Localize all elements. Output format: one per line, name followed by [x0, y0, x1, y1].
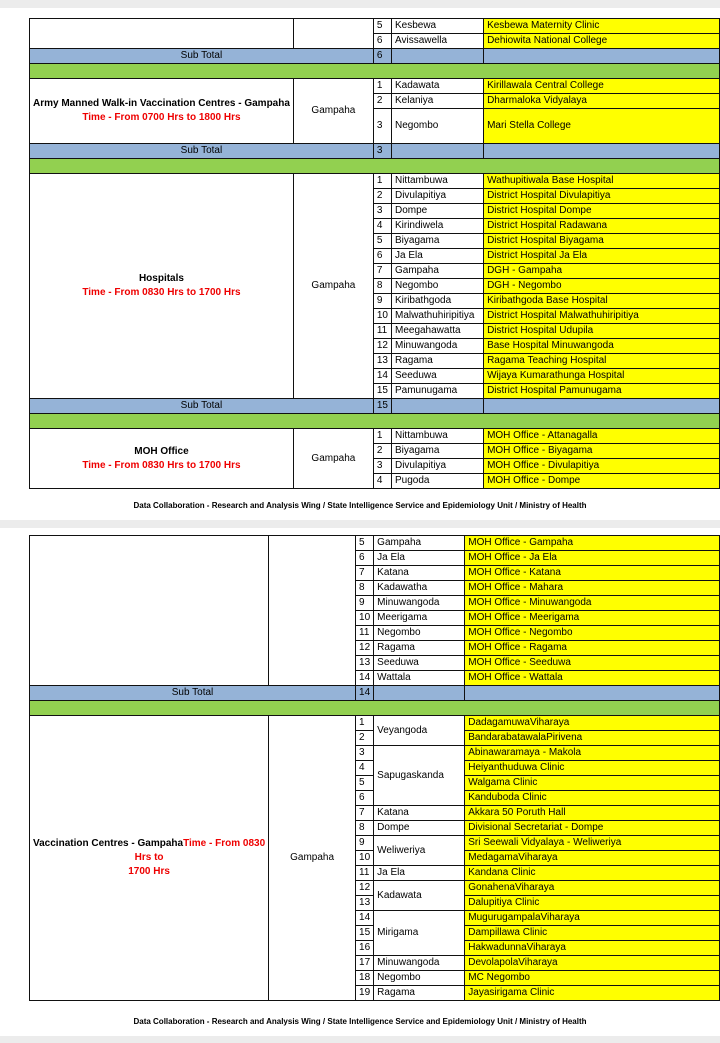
area-cell: Weliweriya	[374, 836, 465, 866]
district-cell: Gampaha	[293, 429, 373, 489]
area-cell: Sapugaskanda	[374, 746, 465, 806]
row-number: 5	[373, 19, 391, 34]
centre-cell: MOH Office - Meerigama	[465, 611, 720, 626]
centre-cell: DGH - Gampaha	[484, 264, 720, 279]
row-number: 14	[356, 911, 374, 926]
area-cell: Negombo	[374, 971, 465, 986]
row-number: 10	[356, 611, 374, 626]
centre-cell: Dehiowita National College	[484, 34, 720, 49]
area-cell: Biyagama	[391, 444, 483, 459]
centre-cell: Base Hospital Minuwangoda	[484, 339, 720, 354]
centre-cell: MC Negombo	[465, 971, 720, 986]
subtotal-value: 3	[373, 144, 391, 159]
table-row	[30, 174, 720, 189]
area-cell: Pamunugama	[391, 384, 483, 399]
centre-cell: MOH Office - Ragama	[465, 641, 720, 656]
centre-cell: MOH Office - Negombo	[465, 626, 720, 641]
row-number: 15	[356, 926, 374, 941]
row-number: 8	[356, 821, 374, 836]
area-cell: Kirindiwela	[391, 219, 483, 234]
row-number: 12	[373, 339, 391, 354]
area-cell: Negombo	[391, 279, 483, 294]
row-number: 13	[356, 656, 374, 671]
area-cell: Malwathuhiripitiya	[391, 309, 483, 324]
row-number: 6	[356, 551, 374, 566]
document-page-2	[0, 528, 720, 1036]
row-number: 3	[373, 204, 391, 219]
centre-cell: Mari Stella College	[484, 109, 720, 144]
row-number: 1	[373, 174, 391, 189]
category-time: Time - From 0830 Hrs to 1700 Hrs	[82, 459, 241, 471]
district-cell	[269, 536, 356, 686]
area-cell: Mirigama	[374, 911, 465, 956]
area-cell: Nittambuwa	[391, 429, 483, 444]
row-number: 9	[373, 294, 391, 309]
centre-cell: Walgama Clinic	[465, 776, 720, 791]
centre-cell: District Hospital Biyagama	[484, 234, 720, 249]
centre-cell: HakwadunnaViharaya	[465, 941, 720, 956]
category-time: Time - From 0830 Hrs to 1700 Hrs	[82, 287, 241, 298]
army-category-cell	[30, 79, 294, 144]
row-number: 14	[356, 671, 374, 686]
area-cell: Ragama	[374, 641, 465, 656]
category-time: Time - From 0700 Hrs to 1800 Hrs	[82, 112, 241, 123]
area-cell: Meegahawatta	[391, 324, 483, 339]
area-cell: Kadawata	[391, 79, 483, 94]
row-number: 1	[356, 716, 374, 731]
area-cell: Minuwangoda	[391, 339, 483, 354]
centre-cell: MOH Office - Wattala	[465, 671, 720, 686]
area-cell: Divulapitiya	[391, 459, 483, 474]
row-number: 2	[373, 94, 391, 109]
centre-cell: BandarabatawalaPirivena	[465, 731, 720, 746]
vaccination-centres-table-part-1	[29, 18, 720, 489]
row-number: 6	[356, 791, 374, 806]
centre-cell: MOH Office - Biyagama	[484, 444, 720, 459]
row-number: 16	[356, 941, 374, 956]
subtotal-value: 15	[373, 399, 391, 414]
subtotal-row	[30, 49, 720, 64]
area-cell: Avissawella	[391, 34, 483, 49]
row-number: 13	[356, 896, 374, 911]
centre-cell: Wijaya Kumarathunga Hospital	[484, 369, 720, 384]
centre-cell: MOH Office - Gampaha	[465, 536, 720, 551]
area-cell: Kesbewa	[391, 19, 483, 34]
row-number: 4	[373, 474, 391, 489]
row-number: 6	[373, 249, 391, 264]
separator-row	[30, 701, 720, 716]
centre-cell: MOH Office - Seeduwa	[465, 656, 720, 671]
row-number: 10	[356, 851, 374, 866]
district-cell: Gampaha	[293, 79, 373, 144]
area-cell: Negombo	[391, 109, 483, 144]
centre-cell: District Hospital Dompe	[484, 204, 720, 219]
area-cell: Gampaha	[391, 264, 483, 279]
centre-cell: Dharmaloka Vidyalaya	[484, 94, 720, 109]
category-title: Army Manned Walk-in Vaccination Centres - Gampaha	[33, 98, 290, 109]
centre-cell: District Hospital Udupila	[484, 324, 720, 339]
area-cell: Seeduwa	[374, 656, 465, 671]
area-cell: Pugoda	[391, 474, 483, 489]
row-number: 2	[373, 189, 391, 204]
area-cell: Ja Ela	[391, 249, 483, 264]
category-cell	[30, 536, 269, 686]
centre-cell: MOH Office - Attanagalla	[484, 429, 720, 444]
centre-cell: DevolapolaViharaya	[465, 956, 720, 971]
area-cell: Katana	[374, 806, 465, 821]
centre-cell: MOH Office - Mahara	[465, 581, 720, 596]
area-cell: Ja Ela	[374, 551, 465, 566]
row-number: 4	[356, 761, 374, 776]
row-number: 7	[356, 566, 374, 581]
district-cell	[293, 19, 373, 49]
subtotal-value: 14	[356, 686, 374, 701]
separator-row	[30, 159, 720, 174]
subtotal-label: Sub Total	[30, 686, 356, 701]
row-number: 2	[356, 731, 374, 746]
row-number: 11	[356, 866, 374, 881]
area-cell: Ragama	[391, 354, 483, 369]
area-cell: Ragama	[374, 986, 465, 1001]
vaccination-centres-category-cell	[30, 716, 269, 1001]
row-number: 5	[356, 776, 374, 791]
centre-cell: Kanduboda Clinic	[465, 791, 720, 806]
centre-cell: GonahenaViharaya	[465, 881, 720, 896]
category-time-part-2: Hrs to	[134, 852, 164, 863]
area-cell: Minuwangoda	[374, 596, 465, 611]
centre-cell: Ragama Teaching Hospital	[484, 354, 720, 369]
centre-cell: District Hospital Pamunugama	[484, 384, 720, 399]
centre-cell: Divisional Secretariat - Dompe	[465, 821, 720, 836]
area-cell: Katana	[374, 566, 465, 581]
centre-cell: District Hospital Malwathuhiripitiya	[484, 309, 720, 324]
document-page-1	[0, 8, 720, 520]
area-cell: Gampaha	[374, 536, 465, 551]
area-cell: Kelaniya	[391, 94, 483, 109]
centre-cell: MedagamaViharaya	[465, 851, 720, 866]
row-number: 5	[356, 536, 374, 551]
district-cell: Gampaha	[269, 716, 356, 1001]
category-title: MOH Office	[134, 445, 189, 457]
row-number: 8	[373, 279, 391, 294]
centre-cell: Akkara 50 Poruth Hall	[465, 806, 720, 821]
row-number: 15	[373, 384, 391, 399]
row-number: 19	[356, 986, 374, 1001]
area-cell: Veyangoda	[374, 716, 465, 746]
area-cell: Meerigama	[374, 611, 465, 626]
subtotal-row	[30, 399, 720, 414]
centre-cell: Wathupitiwala Base Hospital	[484, 174, 720, 189]
row-number: 14	[373, 369, 391, 384]
row-number: 6	[373, 34, 391, 49]
row-number: 3	[356, 746, 374, 761]
centre-cell: Kirillawala Central College	[484, 79, 720, 94]
subtotal-label: Sub Total	[30, 144, 374, 159]
area-cell: Kadawatha	[374, 581, 465, 596]
centre-cell: Kandana Clinic	[465, 866, 720, 881]
centre-cell: District Hospital Ja Ela	[484, 249, 720, 264]
row-number: 7	[356, 806, 374, 821]
footer-note: Data Collaboration - Research and Analysis Wing / State Intelligence Service and Epidemiology Unit / Ministry of Health	[133, 1017, 587, 1026]
area-cell: Seeduwa	[391, 369, 483, 384]
area-cell: Nittambuwa	[391, 174, 483, 189]
separator-row	[30, 414, 720, 429]
centre-cell: MOH Office - Dompe	[484, 474, 720, 489]
row-number: 4	[373, 219, 391, 234]
centre-cell: MOH Office - Divulapitiya	[484, 459, 720, 474]
centre-cell: Abinawaramaya - Makola	[465, 746, 720, 761]
row-number: 8	[356, 581, 374, 596]
centre-cell: District Hospital Radawana	[484, 219, 720, 234]
row-number: 3	[373, 459, 391, 474]
area-cell: Dompe	[374, 821, 465, 836]
area-cell: Kiribathgoda	[391, 294, 483, 309]
row-number: 11	[373, 324, 391, 339]
area-cell: Kadawata	[374, 881, 465, 911]
row-number: 11	[356, 626, 374, 641]
centre-cell: MOH Office - Minuwangoda	[465, 596, 720, 611]
separator-row	[30, 64, 720, 79]
centre-cell: Jayasirigama Clinic	[465, 986, 720, 1001]
hospitals-category-cell	[30, 174, 294, 399]
subtotal-row	[30, 686, 720, 701]
area-cell: Biyagama	[391, 234, 483, 249]
area-cell: Ja Ela	[374, 866, 465, 881]
subtotal-row	[30, 144, 720, 159]
centre-cell: MOH Office - Katana	[465, 566, 720, 581]
centre-cell: Dampillawa Clinic	[465, 926, 720, 941]
table-row	[30, 19, 720, 34]
centre-cell: DadagamuwaViharaya	[465, 716, 720, 731]
centre-cell: Kiribathgoda Base Hospital	[484, 294, 720, 309]
row-number: 2	[373, 444, 391, 459]
centre-cell: MOH Office - Ja Ela	[465, 551, 720, 566]
row-number: 9	[356, 596, 374, 611]
centre-cell: Heiyanthuduwa Clinic	[465, 761, 720, 776]
category-cell	[30, 19, 294, 49]
category-title: Vaccination Centres - Gampaha	[33, 838, 184, 849]
area-cell: Negombo	[374, 626, 465, 641]
row-number: 17	[356, 956, 374, 971]
category-title: Hospitals	[138, 273, 184, 284]
area-cell: Divulapitiya	[391, 189, 483, 204]
row-number: 12	[356, 641, 374, 656]
category-time-part-1: Time - From 0830	[183, 838, 266, 849]
moh-category-cell	[30, 429, 294, 489]
table-row	[30, 429, 720, 444]
area-cell: Minuwangoda	[374, 956, 465, 971]
centre-cell: DGH - Negombo	[484, 279, 720, 294]
row-number: 18	[356, 971, 374, 986]
row-number: 9	[356, 836, 374, 851]
district-cell: Gampaha	[293, 174, 373, 399]
subtotal-value: 6	[373, 49, 391, 64]
table-row	[30, 79, 720, 94]
centre-cell: Kesbewa Maternity Clinic	[484, 19, 720, 34]
row-number: 12	[356, 881, 374, 896]
area-cell: Dompe	[391, 204, 483, 219]
centre-cell: District Hospital Divulapitiya	[484, 189, 720, 204]
row-number: 3	[373, 109, 391, 144]
centre-cell: MugurugampalaViharaya	[465, 911, 720, 926]
centre-cell: Sri Seewali Vidyalaya - Weliweriya	[465, 836, 720, 851]
subtotal-label: Sub Total	[30, 399, 374, 414]
row-number: 10	[373, 309, 391, 324]
table-row	[30, 536, 720, 551]
subtotal-label: Sub Total	[30, 49, 374, 64]
centre-cell: Dalupitiya Clinic	[465, 896, 720, 911]
row-number: 13	[373, 354, 391, 369]
row-number: 1	[373, 429, 391, 444]
row-number: 1	[373, 79, 391, 94]
vaccination-centres-table-part-2	[29, 535, 720, 1001]
category-time-part-3: 1700 Hrs	[128, 866, 170, 877]
area-cell: Wattala	[374, 671, 465, 686]
table-row	[30, 716, 720, 731]
row-number: 5	[373, 234, 391, 249]
footer-note: Data Collaboration - Research and Analysis Wing / State Intelligence Service and Epidemiology Unit / Ministry of Health	[133, 501, 587, 510]
row-number: 7	[373, 264, 391, 279]
